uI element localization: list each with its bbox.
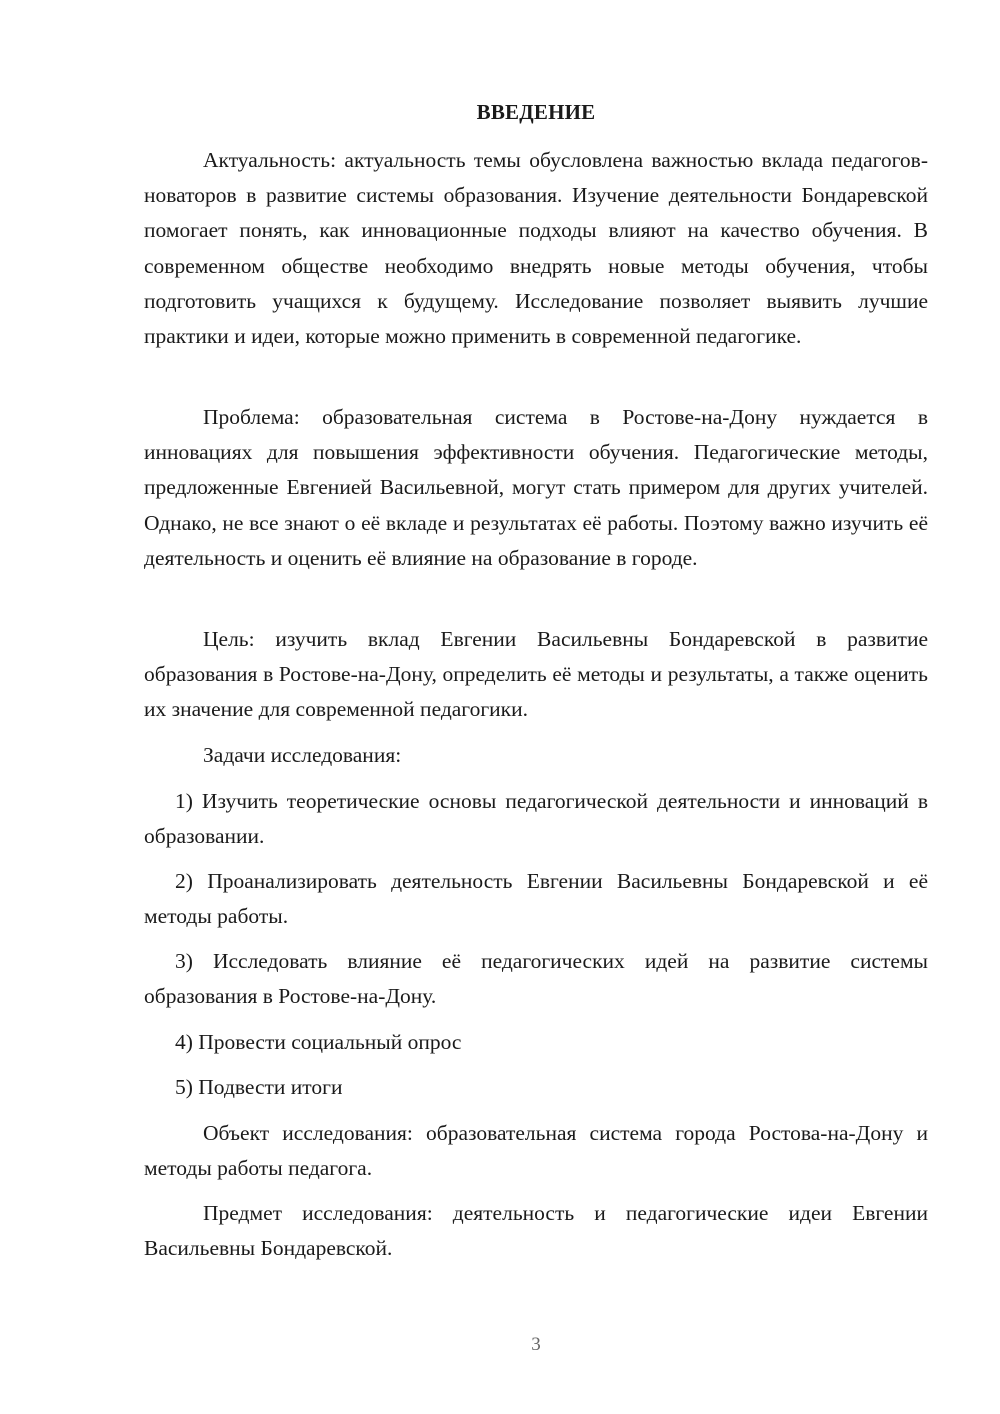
task-item-2: 2) Проанализировать деятельность Евгении Васильевны Бондаревской и её методы работы. [144,869,928,929]
tasks-heading: Задачи исследования: [203,743,402,767]
goal-paragraph: Цель: изучить вклад Евгении Васильевны Бондаревской в развитие образования в Ростове-на-Дону, определить её методы и результаты, а также оценить их значение для современной педагогики. [144,627,928,722]
task-item-1: 1) Изучить теоретические основы педагогической деятельности и инноваций в образовании. [144,789,928,849]
subject-paragraph: Предмет исследования: деятельность и педагогические идеи Евгении Васильевны Бондаревской. [144,1201,928,1261]
section-title: ВВЕДЕНИЕ [476,100,596,124]
document-page [144,0,928,1414]
object-paragraph: Объект исследования: образовательная система города Ростова-на-Дону и методы работы педагога. [144,1121,928,1181]
relevance-paragraph: Актуальность: актуальность темы обусловлена важностью вклада педагогов-новаторов в развитие системы образования. Изучение деятельности Бондаревской помогает понять, как инновационные подходы влияют на качество обучения. В современном обществе необходимо внедрять новые методы обучения, чтобы подготовить учащихся к будущему. Исследование позволяет выявить лучшие практики и идеи, которые можно применить в современной педагогике. [144,148,928,349]
page-number: 3 [531,1334,541,1355]
problem-paragraph: Проблема: образовательная система в Ростове-на-Дону нуждается в инновациях для повышения эффективности обучения. Педагогические методы, предложенные Евгенией Васильевной, могут стать примером для других учителей. Однако, не все знают о её вкладе и результатах её работы. Поэтому важно изучить её деятельность и оценить её влияние на образование в городе. [144,405,928,570]
task-item-4: 4) Провести социальный опрос [175,1030,462,1054]
task-item-3: 3) Исследовать влияние её педагогических идей на развитие системы образования в Ростове-на-Дону. [144,949,928,1009]
task-item-5: 5) Подвести итоги [175,1075,343,1099]
